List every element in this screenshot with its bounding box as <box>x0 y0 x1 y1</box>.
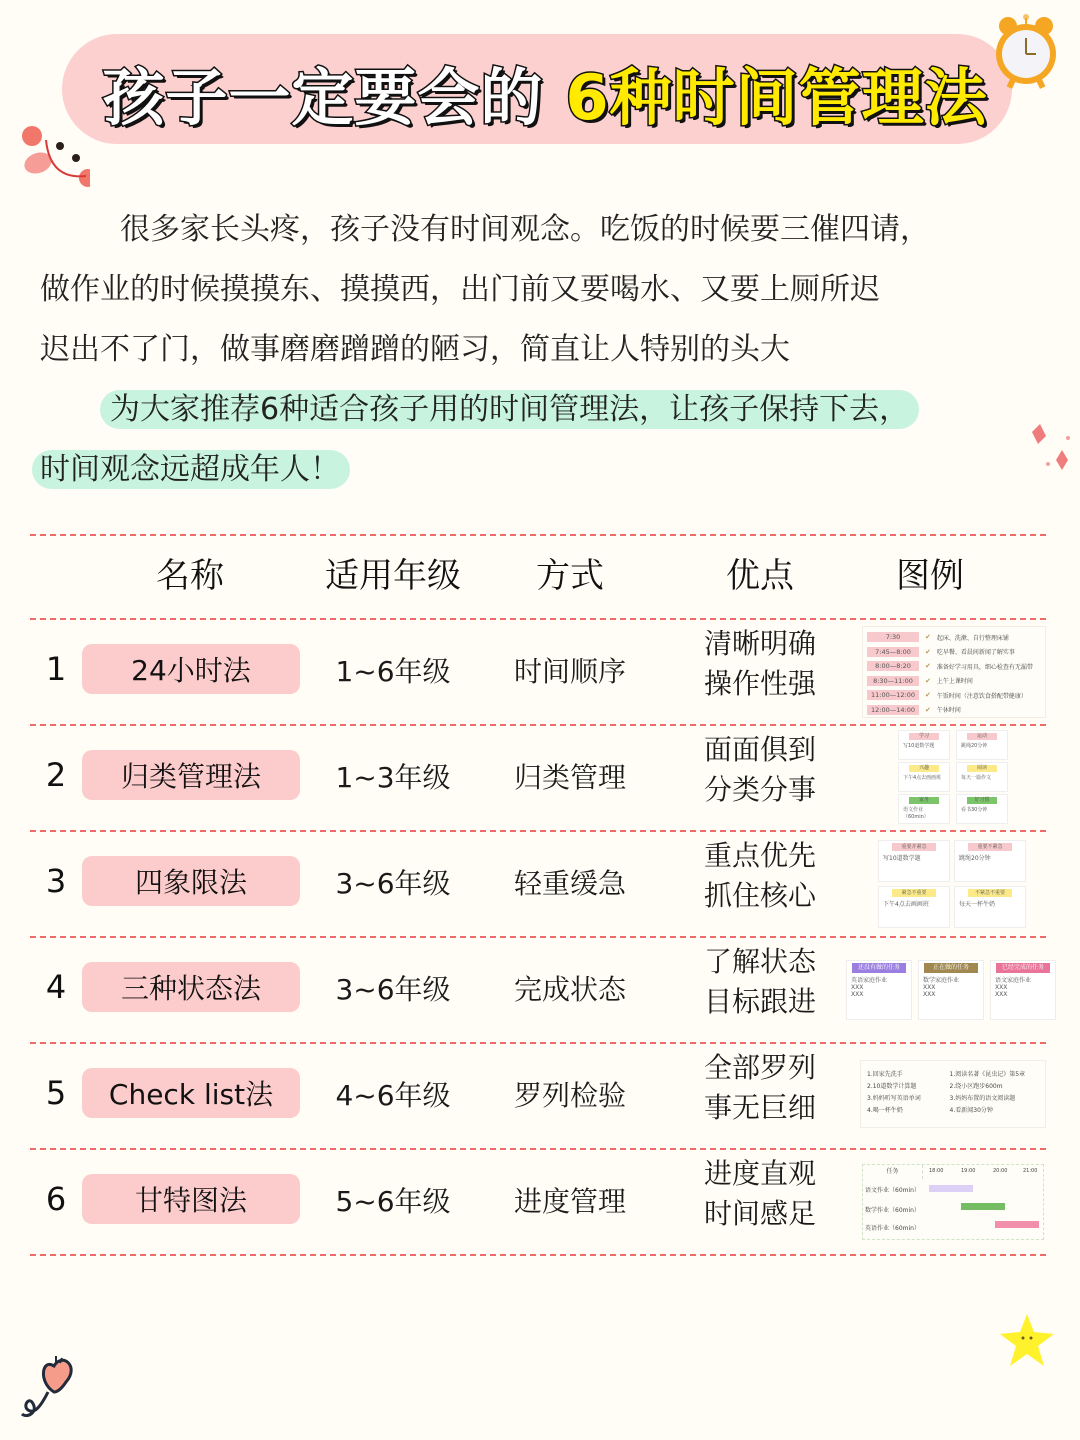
highlight-line: 时间观念远超成年人！ <box>32 450 350 489</box>
header-name: 名称 <box>156 556 224 596</box>
table-row <box>0 620 1080 726</box>
check-icon: ✔ <box>925 676 931 685</box>
title-part2: 6种时间管理法 <box>565 60 988 134</box>
quadrant-item: 每天一杯牛奶 <box>959 901 996 908</box>
checklist-item: 1.回家先洗手 <box>867 1071 903 1078</box>
gantt-bar <box>961 1203 1005 1210</box>
merit-line: 抓住核心 <box>703 879 816 912</box>
checklist-item: 4.喝一杯牛奶 <box>867 1107 903 1114</box>
intro-line: 迟出不了门，做事磨磨蹭蹭的陋习，简直让人特别的头大 <box>40 332 790 367</box>
table-row <box>0 832 1080 938</box>
table-header <box>0 548 1080 606</box>
method-cell: 罗列检验 <box>513 1079 626 1112</box>
divider <box>30 534 1046 536</box>
task-text: 起床、洗漱、自行整理床铺 <box>936 634 1009 642</box>
category-item: 下午4点去画画班 <box>903 775 942 781</box>
gantt-task: 语文作业（60min） <box>865 1187 920 1194</box>
check-icon: ✔ <box>925 691 931 699</box>
merit-line: 面面俱到 <box>703 733 816 766</box>
checklist-item: 1.阅读名著《昆虫记》第5章 <box>949 1071 1026 1078</box>
placeholder-item: XXX <box>995 984 1008 991</box>
status-item: 数学家庭作业 <box>923 977 960 984</box>
method-name-pill: 三种状态法 <box>82 962 300 1012</box>
intro-line: 做作业的时候摸摸东、摸摸西，出门前又要喝水、又要上厕所迟 <box>40 272 880 307</box>
category-item: 跳绳20分钟 <box>961 743 988 749</box>
time-slot: 7:45—8:00 <box>867 647 919 657</box>
row-number: 6 <box>45 1180 67 1218</box>
gantt-bar <box>995 1221 1039 1228</box>
alarm-clock-icon <box>990 10 1062 90</box>
header-merit: 优点 <box>726 556 794 596</box>
method-cell: 时间顺序 <box>513 655 626 688</box>
method-cell: 归类管理 <box>513 761 626 794</box>
status-example-image <box>846 960 1058 1022</box>
merit-line: 分类分事 <box>703 773 816 806</box>
quadrant-item: 跳绳20分钟 <box>959 855 991 862</box>
status-item: 英语家庭作业 <box>851 977 888 984</box>
merit-cell <box>680 836 840 916</box>
table-row <box>0 726 1080 832</box>
task-text: 吃早餐、看晨间新闻了解实事 <box>936 649 1015 656</box>
gantt-task: 数学作业（60min） <box>865 1207 920 1214</box>
check-icon: ✔ <box>925 705 931 714</box>
checklist-item: 2.10道数学计算题 <box>867 1083 917 1090</box>
method-cell: 轻重缓急 <box>513 867 626 900</box>
grade-cell: 4~6年级 <box>335 1079 451 1112</box>
highlight-line: 为大家推荐6种适合孩子用的时间管理法，让孩子保持下去， <box>100 390 919 429</box>
merit-line: 目标跟进 <box>703 985 816 1018</box>
quadrant-example-image <box>878 840 1028 928</box>
status-tag: 正在做的任务 <box>924 963 977 973</box>
placeholder-item: XXX <box>923 991 936 998</box>
merit-cell <box>680 624 840 704</box>
quadrant-tag: 重要不紧急 <box>968 843 1011 851</box>
heart-doodle-icon <box>18 1352 88 1427</box>
table-row <box>0 1150 1080 1256</box>
status-item: 语文家庭作业 <box>995 977 1032 984</box>
merit-line: 时间感足 <box>703 1197 816 1230</box>
checklist-item: 4.看新闻30分钟 <box>949 1107 993 1114</box>
check-icon: ✔ <box>925 647 931 656</box>
category-tag: 兴趣 <box>909 765 938 772</box>
time-slot: 8:30—11:00 <box>867 676 919 686</box>
title-part1: 孩子一定要会的 <box>102 60 544 134</box>
gantt-time: 18:00 <box>929 1168 944 1174</box>
checklist-item: 2.绕小区跑步600m <box>949 1083 1003 1090</box>
quadrant-tag: 不紧急不重要 <box>968 889 1011 897</box>
category-item: 每天一篇作文 <box>961 775 992 781</box>
merit-line: 操作性强 <box>703 667 816 700</box>
category-tag: 学习 <box>909 733 938 740</box>
time-slot: 12:00—14:00 <box>867 705 919 715</box>
merit-line: 进度直观 <box>703 1157 816 1190</box>
intro-text <box>40 200 1050 500</box>
check-icon: ✔ <box>925 662 931 670</box>
row-number: 3 <box>45 862 67 900</box>
star-icon <box>996 1312 1058 1370</box>
category-tag: 阅读 <box>967 765 996 772</box>
schedule-example-image <box>862 626 1046 718</box>
method-cell: 进度管理 <box>513 1185 626 1218</box>
category-item: 语文作业（60min） <box>903 807 929 820</box>
grade-cell: 5~6年级 <box>335 1185 451 1218</box>
intro-line: 很多家长头疼，孩子没有时间观念。吃饭的时候要三催四请， <box>120 212 930 247</box>
merit-cell <box>680 942 840 1022</box>
category-example-image <box>898 730 1008 826</box>
gantt-header: 任务 <box>863 1165 923 1179</box>
method-name-pill: 归类管理法 <box>82 750 300 800</box>
method-cell: 完成状态 <box>513 973 626 1006</box>
status-tag: 还没有做的任务 <box>852 963 905 973</box>
gantt-time: 20:00 <box>993 1168 1008 1174</box>
method-name-pill: 四象限法 <box>82 856 300 906</box>
table-row <box>0 1044 1080 1150</box>
quadrant-tag: 重要并紧急 <box>892 843 935 851</box>
time-slot: 8:00—8:20 <box>867 661 919 671</box>
placeholder-item: XXX <box>923 984 936 991</box>
header-grade: 适用年级 <box>325 556 461 596</box>
page-title <box>80 52 1010 132</box>
row-number: 4 <box>45 968 67 1006</box>
check-icon: ✔ <box>925 633 931 641</box>
row-number: 2 <box>45 756 67 794</box>
grade-cell: 3~6年级 <box>335 973 451 1006</box>
header-method: 方式 <box>536 556 604 596</box>
grade-cell: 1~6年级 <box>335 655 451 688</box>
gantt-time: 19:00 <box>961 1168 976 1174</box>
gantt-example-image <box>862 1164 1044 1240</box>
task-text: 准备好学习用具，细心检查有无漏带 <box>936 663 1033 671</box>
table-row <box>0 938 1080 1044</box>
smiley-face-icon <box>10 118 90 188</box>
task-text: 午饭时间（注意饮食搭配带健康） <box>936 692 1027 700</box>
category-tag: 家务 <box>909 797 938 804</box>
quadrant-item: 下午4点去画画班 <box>883 901 929 908</box>
category-item: 看书30分钟 <box>961 807 988 813</box>
method-name-pill: 24小时法 <box>82 644 300 694</box>
category-tag: 好习惯 <box>967 797 996 804</box>
method-name-pill: Check list法 <box>82 1068 300 1118</box>
grade-cell: 1~3年级 <box>335 761 451 794</box>
placeholder-item: XXX <box>851 991 864 998</box>
checklist-item: 3.妈妈布置的语文阅读题 <box>949 1095 1016 1102</box>
placeholder-item: XXX <box>851 984 864 991</box>
time-slot: 7:30 <box>867 632 919 642</box>
merit-line: 全部罗列 <box>703 1051 816 1084</box>
status-tag: 已经完成的任务 <box>996 963 1049 973</box>
method-name-pill: 甘特图法 <box>82 1174 300 1224</box>
merit-line: 了解状态 <box>703 945 816 978</box>
task-text: 上午上课时间 <box>936 678 973 685</box>
gantt-task: 英语作业（60min） <box>865 1225 920 1232</box>
merit-cell <box>680 1048 840 1128</box>
quadrant-tag: 紧急不重要 <box>892 889 935 897</box>
category-item: 写10道数学题 <box>903 743 935 749</box>
merit-cell <box>680 1154 840 1234</box>
gantt-bar <box>929 1185 973 1192</box>
quadrant-item: 写10道数学题 <box>883 855 921 862</box>
gantt-time: 21:00 <box>1023 1168 1038 1174</box>
time-slot: 11:00—12:00 <box>867 690 919 700</box>
row-number: 1 <box>45 650 67 688</box>
merit-line: 重点优先 <box>703 839 816 872</box>
row-number: 5 <box>45 1074 67 1112</box>
merit-line: 清晰明确 <box>703 627 816 660</box>
category-tag: 运动 <box>967 733 996 740</box>
checklist-example-image <box>860 1060 1046 1128</box>
header-example: 图例 <box>896 556 964 596</box>
task-text: 午休时间 <box>936 707 961 714</box>
grade-cell: 3~6年级 <box>335 867 451 900</box>
placeholder-item: XXX <box>995 991 1008 998</box>
merit-cell <box>680 730 840 810</box>
merit-line: 事无巨细 <box>703 1091 816 1124</box>
checklist-item: 3.妈妈听写英语单词 <box>867 1095 921 1102</box>
